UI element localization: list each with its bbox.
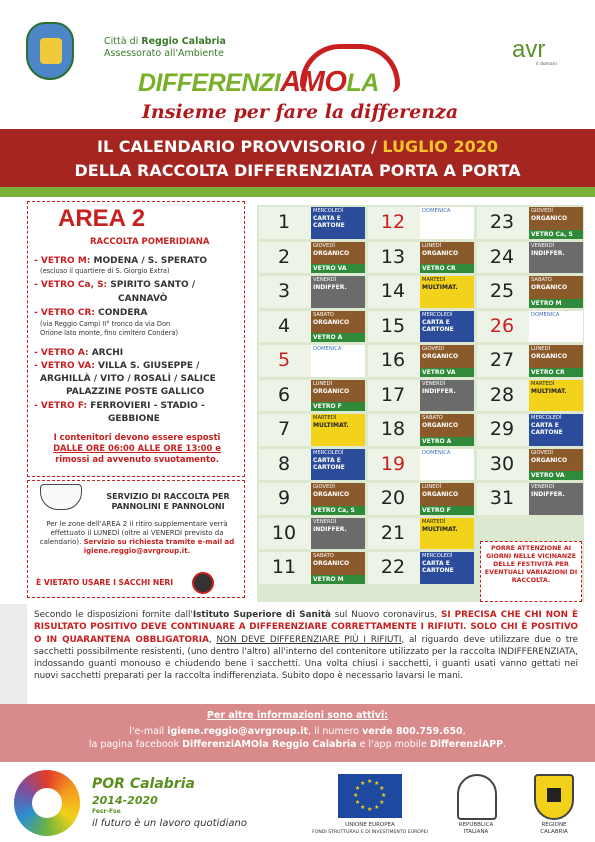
italian-republic-label — [446, 822, 506, 836]
avr-logo-sub: il domani — [536, 62, 557, 67]
collection-tag — [529, 414, 583, 446]
eu-star-icon: ★ — [367, 806, 373, 813]
containers-note-line1: I contenitori devono essere esposti — [53, 432, 221, 442]
weekday-label: GIOVEDÌ — [422, 346, 444, 352]
day-number: 22 — [380, 556, 406, 578]
collection-type: VETRO CR — [420, 264, 474, 273]
contact-facebook-page[interactable]: DifferenziAMOla Reggio Calabria — [182, 739, 357, 750]
day-number: 5 — [277, 349, 291, 371]
title-month: LUGLIO 2020 — [382, 137, 498, 156]
weekday-label: GIOVEDÌ — [313, 242, 335, 249]
eu-funds-label: FONDI STRUTTURALI E DI INVESTIMENTO EUROPEI — [312, 830, 428, 835]
info-underlined: NON DEVE DIFFERENZIARE PIÙ I RIFIUTI — [216, 634, 402, 645]
city-name: Reggio Calabria — [141, 36, 226, 47]
area-zone-row — [40, 329, 178, 337]
collection-type: VETRO A — [420, 437, 474, 446]
service-request-email: Servizio su richiesta tramite e-mail ad igiene.reggio@avrgroup.it. — [83, 538, 235, 555]
area-zone-value: GEBBIONE — [108, 414, 160, 424]
collection-tag — [311, 518, 365, 550]
collection-type: ORGANICO — [313, 560, 350, 567]
service-text — [33, 520, 241, 556]
collection-tag — [420, 380, 474, 412]
eu-star-icon: ★ — [353, 792, 359, 799]
contact-facebook-prefix: la pagina facebook — [88, 739, 183, 750]
no-black-bag-icon — [192, 572, 214, 594]
weekday-label: DOMENICA — [313, 346, 342, 352]
collection-tag — [529, 311, 583, 343]
day-number: 16 — [380, 349, 406, 371]
tagline: Insieme per fare la differenza — [142, 101, 459, 123]
area-subtitle: RACCOLTA POMERIDIANA — [90, 237, 210, 247]
info-p4: , — [208, 634, 217, 645]
area-zone-value: SPIRITO SANTO / — [107, 280, 196, 290]
weekday-label: VENERDÌ — [313, 277, 337, 283]
page-title-line1 — [0, 137, 595, 156]
collection-type: INDIFFER. — [531, 249, 565, 257]
day-number: 4 — [277, 314, 291, 337]
title-prefix: IL CALENDARIO PROVVISORIO / — [97, 137, 383, 156]
weekday-label: MARTEDÌ — [422, 518, 446, 525]
differenziamola-logo — [138, 66, 379, 99]
area-zone-key: - VETRO F: — [34, 401, 88, 411]
area-zone-value: (via Reggio Campi II° tronco da via Don — [40, 320, 171, 328]
covid-info-text — [34, 609, 578, 683]
logo-part2: AMO — [280, 66, 347, 98]
collection-tag — [311, 207, 365, 239]
area-zone-row — [34, 348, 123, 359]
collection-tag — [420, 518, 474, 550]
area-zone-row — [108, 414, 160, 425]
por-calabria-logo-icon — [14, 770, 80, 836]
collection-type: ORGANICO — [313, 387, 350, 395]
collection-type: VETRO F — [420, 506, 474, 515]
day-number: 14 — [380, 280, 406, 302]
day-number: 2 — [277, 245, 291, 268]
collection-tag — [529, 345, 583, 377]
contact-app-name[interactable]: DifferenziAPP — [429, 739, 504, 750]
eu-star-icon: ★ — [374, 779, 380, 787]
collection-type: ORGANICO — [422, 249, 459, 257]
collection-tag — [420, 345, 474, 377]
day-number: 7 — [277, 418, 291, 440]
day-number: 30 — [489, 452, 515, 475]
info-p6: , al riguardo deve utilizzare due o tre sacchetti possibilmente resistenti, (uno dentro l'altro) all'interno del contenitore utilizzato per la raccolta INDIFFERENZIATA, indossando guanti monouso e chiudendo bene i sacchetti. Una volta chiusi i sacchetti, i guanti usati vanno gettati nei nuovi sacchetti preparati per la raccolta indifferenziata. Subito dopo è necessario lavarsi le mani. — [34, 634, 579, 682]
collection-type: INDIFFER. — [422, 387, 456, 395]
collection-tag — [529, 380, 583, 412]
collection-tag — [311, 380, 365, 412]
collection-type: MULTIMAT. — [422, 525, 458, 533]
collection-tag — [420, 449, 474, 481]
day-number: 19 — [380, 452, 406, 475]
weekday-label: GIOVEDÌ — [531, 208, 553, 214]
day-number: 25 — [489, 280, 515, 302]
day-number: 20 — [380, 487, 406, 509]
collection-type: VETRO VA — [529, 471, 583, 480]
collection-type: VETRO M — [311, 575, 365, 584]
day-number: 27 — [489, 349, 515, 371]
area-zone-value: FERROVIERI - STADIO - — [87, 401, 205, 411]
area-zone-row — [66, 387, 204, 398]
weekday-label: MARTEDÌ — [313, 415, 337, 421]
logo-part3: LA — [346, 69, 379, 97]
day-number: 12 — [380, 211, 406, 233]
collection-type: VETRO A — [311, 333, 365, 342]
contact-phone-number[interactable]: verde 800.759.650 — [362, 726, 463, 737]
collection-tag — [311, 242, 365, 274]
day-number: 1 — [277, 211, 291, 233]
black-bags-warning: È VIETATO USARE I SACCHI NERI — [36, 578, 174, 587]
collection-tag — [311, 414, 365, 446]
collection-type: VETRO Ca, S — [311, 506, 365, 515]
weekday-label: LUNEDÌ — [313, 380, 333, 387]
collection-type: VETRO Ca, S — [529, 230, 583, 239]
collection-type: VETRO VA — [311, 264, 365, 273]
collection-tag — [420, 483, 474, 515]
collection-type: ORGANICO — [422, 491, 459, 498]
area-zone-value: ARGHILLÀ / VITO / ROSALÌ / SALICE — [40, 374, 216, 384]
area-zone-value: MODENA / S. SPERATO — [90, 256, 208, 266]
eu-star-icon: ★ — [379, 785, 385, 792]
collection-tag — [529, 276, 583, 308]
collection-tag — [311, 552, 365, 584]
weekday-label: GIOVEDÌ — [531, 449, 553, 456]
weekday-label: MERCOLEDÌ — [422, 553, 453, 559]
weekday-label: DOMENICA — [531, 311, 560, 318]
calabria-region-label — [522, 822, 586, 836]
day-number: 18 — [380, 418, 406, 440]
area-zone-row — [40, 320, 170, 328]
collection-type: ORGANICO — [422, 353, 459, 360]
collection-tag — [529, 483, 583, 515]
contact-email-prefix: l'e-mail — [129, 726, 168, 737]
weekday-label: VENERDÌ — [313, 518, 337, 525]
collection-type: ORGANICO — [531, 215, 568, 222]
area-zone-key: - VETRO A: — [34, 348, 89, 358]
area-zone-row — [40, 267, 170, 275]
contact-comma: , — [462, 726, 466, 737]
service-title: SERVIZIO DI RACCOLTA PER PANNOLINI E PANNOLONI — [106, 492, 230, 511]
collection-type: CARTA E CARTONE — [531, 422, 563, 436]
area-zone-key: - VETRO VA: — [34, 361, 95, 371]
collection-type: ORGANICO — [313, 249, 350, 257]
day-number: 21 — [380, 521, 406, 544]
eu-star-icon: ★ — [360, 779, 366, 787]
collection-type: ORGANICO — [531, 456, 568, 464]
weekday-label: VENERDÌ — [531, 484, 555, 490]
weekday-label: SABATO — [422, 415, 443, 421]
collection-tag — [529, 207, 583, 239]
collection-tag — [311, 311, 365, 343]
weekday-label: LUNEDÌ — [422, 242, 442, 249]
eu-star-icon: ★ — [381, 792, 387, 799]
collection-type: MULTIMAT. — [531, 387, 567, 395]
eu-label: UNIONE EUROPEA — [345, 822, 395, 828]
collection-type: CARTA E CARTONE — [313, 215, 345, 229]
collection-tag — [420, 276, 474, 308]
ita-line2: ITALIANA — [463, 829, 489, 835]
containers-note — [34, 432, 240, 465]
weekday-label: DOMENICA — [422, 449, 451, 456]
collection-tag — [420, 552, 474, 584]
info-warning: SI PRECISA CHE CHI NON È RISULTATO POSITIVO DEVE CONTINUARE A DIFFERENZIARE CORRETTAMENTE I RIFIUTI. SOLO CHI È POSITIVO O IN QUARANTENA OBBLIGATORIA — [34, 610, 579, 645]
eu-star-icon: ★ — [354, 799, 361, 806]
city-department: Assessorato all'Ambiente — [104, 48, 224, 59]
area-zone-row — [40, 374, 216, 385]
contact-period: . — [503, 739, 507, 750]
collection-type: ORGANICO — [422, 422, 459, 429]
weekday-label: MARTEDÌ — [531, 380, 555, 387]
eu-star-icon: ★ — [354, 785, 361, 792]
area-zone-value: CONDERA — [94, 308, 148, 318]
avr-logo-text: avr — [512, 36, 546, 63]
collection-tag — [311, 345, 365, 377]
area-zone-key: - VETRO M: — [34, 256, 91, 266]
area-zone-row — [34, 401, 205, 412]
reg-line1: REGIONE — [541, 822, 567, 828]
day-number: 9 — [277, 487, 291, 509]
containers-note-line2: DALLE ORE 06:00 ALLE ORE 13:00 e — [53, 443, 221, 453]
avr-logo — [500, 22, 580, 70]
day-number: 24 — [489, 245, 515, 268]
info-iss: Istituto Superiore di Sanità — [192, 610, 331, 620]
area-zone-row — [34, 308, 147, 319]
weekday-label: MERCOLEDÌ — [531, 415, 562, 421]
collection-type: VETRO VA — [420, 368, 474, 377]
city-label — [104, 36, 226, 60]
contact-email-link[interactable]: igiene.reggio@avrgroup.it — [167, 726, 309, 737]
green-divider — [0, 187, 595, 197]
contact-app-prefix: e l'app mobile — [356, 739, 430, 750]
italian-republic-emblem-icon — [457, 774, 497, 820]
area-zone-value: VILLA S. GIUSEPPE / — [94, 361, 200, 371]
collection-type: ORGANICO — [531, 284, 568, 291]
collection-tag — [529, 449, 583, 481]
weekday-label: LUNEDÌ — [422, 484, 442, 490]
weekday-label: MERCOLEDÌ — [313, 449, 344, 456]
collection-tag — [420, 311, 474, 343]
holiday-note: PORRE ATTENZIONE AI GIORNI NELLE VICINANZE DELLE FESTIVITÀ PER EVENTUALI VARIAZIONI DI RACCOLTA. — [480, 541, 582, 602]
day-number: 29 — [489, 418, 515, 440]
day-number: 11 — [271, 556, 297, 578]
area-zone-row — [34, 361, 199, 372]
day-number: 8 — [277, 452, 291, 475]
collection-tag — [529, 242, 583, 274]
day-number: 23 — [489, 211, 515, 233]
collection-tag — [420, 242, 474, 274]
contact-lines — [0, 725, 595, 751]
weekday-label: MERCOLEDÌ — [422, 311, 453, 318]
eu-star-icon: ★ — [379, 799, 385, 806]
contact-number-prefix: , il numero — [308, 726, 363, 737]
por-funds: Fesr-Fse — [92, 808, 121, 815]
area-title: AREA 2 — [58, 205, 146, 232]
area-zone-row — [118, 294, 167, 305]
area-zone-row — [34, 256, 207, 267]
weekday-label: VENERDÌ — [531, 242, 555, 249]
collection-type: VETRO M — [529, 299, 583, 308]
reg-line2: CALABRIA — [540, 829, 568, 835]
logo-part1: DIFFERENZI — [138, 69, 281, 97]
collection-tag — [311, 276, 365, 308]
area-zone-key: - VETRO Ca, S: — [34, 280, 108, 290]
info-p1: Secondo le disposizioni fornite dall' — [34, 610, 193, 620]
collection-type: VETRO F — [311, 402, 365, 411]
day-number: 3 — [277, 280, 291, 302]
collection-type: MULTIMAT. — [313, 422, 349, 429]
weekday-label: DOMENICA — [422, 208, 451, 214]
collection-type: ORGANICO — [313, 491, 350, 498]
weekday-label: SABATO — [313, 311, 334, 318]
collection-tag — [420, 207, 474, 239]
collection-type: INDIFFER. — [531, 491, 565, 498]
day-number: 10 — [271, 521, 297, 544]
area-zone-row — [34, 280, 195, 291]
containers-note-line3: rimossi ad avvenuto svuotamento. — [55, 454, 219, 464]
city-prefix: Città di — [104, 36, 142, 47]
collection-type: ORGANICO — [313, 318, 350, 326]
weekday-label: SABATO — [531, 277, 552, 283]
eu-star-icon: ★ — [367, 778, 373, 785]
eu-star-icon: ★ — [374, 804, 380, 812]
service-text-body: Per le zone dell'AREA 2 il ritiro supplementare verrà effettuato il LUNEDÌ (oltre al VENERDÌ previsto da calendario). — [39, 520, 228, 546]
area-zone-value: ARCHI — [88, 348, 124, 358]
weekday-label: MARTEDÌ — [422, 277, 446, 283]
area-zone-value: Orione lato monte, fino cimitero Condera) — [40, 329, 179, 337]
area-zone-value: PALAZZINE POSTE GALLICO — [66, 387, 205, 397]
weekday-label: VENERDÌ — [422, 380, 446, 387]
day-number: 6 — [277, 383, 291, 406]
page-title-line2: DELLA RACCOLTA DIFFERENZIATA PORTA A PORTA — [74, 161, 521, 180]
por-title: POR Calabria — [92, 776, 195, 792]
por-years: 2014-2020 — [92, 794, 158, 807]
eu-star-icon: ★ — [360, 804, 366, 812]
day-number: 26 — [489, 314, 515, 337]
weekday-label: GIOVEDÌ — [313, 484, 335, 490]
collection-type: INDIFFER. — [313, 284, 347, 291]
collection-tag — [311, 483, 365, 515]
day-number: 28 — [489, 383, 515, 406]
collection-tag — [420, 414, 474, 446]
day-number: 15 — [380, 314, 406, 337]
eu-flag-icon — [338, 774, 402, 818]
city-crest-icon — [26, 22, 74, 80]
info-p2: sul Nuovo coronavirus, — [330, 610, 441, 620]
weekday-label: LUNEDÌ — [531, 346, 551, 352]
collection-type: CARTA E CARTONE — [313, 456, 345, 471]
collection-type: CARTA E CARTONE — [422, 318, 454, 333]
collection-type: INDIFFER. — [313, 525, 347, 533]
collection-type: ORGANICO — [531, 353, 568, 360]
collection-type: VETRO CR — [529, 368, 583, 377]
day-number: 17 — [380, 383, 406, 406]
area-zone-value: (escluso il quartiere di S. Giorgio Extra) — [40, 267, 170, 275]
collection-type: MULTIMAT. — [422, 284, 458, 291]
day-number: 13 — [380, 245, 406, 268]
weekday-label: SABATO — [313, 553, 334, 559]
collection-type: CARTA E CARTONE — [422, 560, 454, 574]
contact-heading: Per altre informazioni sono attivi: — [206, 710, 389, 721]
ita-line1: REPUBBLICA — [458, 822, 494, 828]
area-zone-key: - VETRO CR: — [34, 308, 95, 318]
area-zone-value: CANNAVÒ — [118, 294, 168, 304]
collection-tag — [311, 449, 365, 481]
calabria-region-crest-icon — [534, 774, 574, 820]
por-slogan: il futuro è un lavoro quotidiano — [92, 818, 248, 829]
day-number: 31 — [489, 487, 515, 509]
weekday-label: MERCOLEDÌ — [313, 208, 344, 214]
